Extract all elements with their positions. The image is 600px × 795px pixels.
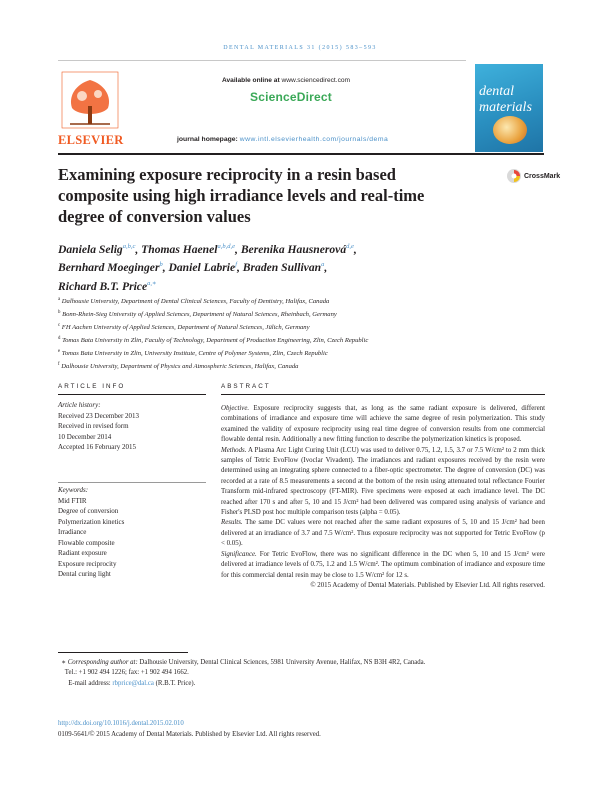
affiliation-key: c [58, 323, 61, 329]
author-name: Daniela Selig [58, 242, 123, 256]
email-label: E-mail address: [68, 679, 113, 687]
article-history [58, 400, 206, 453]
header-top-rule [58, 60, 466, 61]
corresponding-line [58, 658, 548, 668]
keyword-item: Dental curing light [58, 570, 111, 578]
article-title: Examining exposure reciprocity in a resin based composite using high irradiance levels and real-time degree of conversion values [58, 165, 425, 226]
keyword-item: Irradiance [58, 528, 87, 536]
sciencedirect-url[interactable]: www.sciencedirect.com [281, 77, 351, 84]
abstract-rule [221, 394, 545, 395]
author-affiliation-marker[interactable]: a,∗ [147, 279, 157, 287]
available-online-prefix: Available online at [222, 77, 280, 84]
author-name: Braden Sullivan [242, 261, 322, 275]
history-item: Accepted 16 February 2015 [58, 443, 136, 451]
affiliation-text: Bonn-Rhein-Sieg University of Applied Sciences, Department of Natural Sciences, Rheinbach, Germany [62, 311, 337, 319]
abstract-copyright: © 2015 Academy of Dental Materials. Published by Elsevier Ltd. All rights reserved. [310, 581, 545, 589]
email-link[interactable]: rbprice@dal.ca [112, 679, 154, 687]
objective-label: Objective. [221, 405, 250, 412]
abstract-body [221, 404, 545, 591]
affiliation-key: b [58, 310, 61, 316]
affiliation-key: e [58, 349, 61, 355]
header-bottom-rule [58, 153, 544, 155]
significance-label: Significance. [221, 550, 257, 558]
email-suffix: (R.B.T. Price). [153, 679, 196, 687]
affiliation-text: Tomas Bata University in Zlin, University Institute, Centre of Polymer Systems, Zlin, Czech Republic [61, 350, 328, 358]
available-online [222, 77, 350, 84]
results-label: Results. [221, 519, 243, 527]
email-line [58, 679, 548, 689]
journal-homepage [177, 136, 388, 143]
affiliation-key: d [58, 336, 61, 342]
affiliation-item [58, 308, 548, 321]
significance-text: For Tetric EvoFlow, there was no significant difference in the DC when 5, 10 and 15 J/cm² were delivered at irradiance levels of 0.75, 1.2 and 1.5 W/cm². The optimum combination of irradiance and exposure time for this commercial dental resin may be close to 1.5 W/cm² for 12 s. [221, 550, 545, 579]
keyword-item: Mid FTIR [58, 496, 87, 505]
sciencedirect-logo: ScienceDirect [250, 90, 332, 104]
crossmark-badge[interactable] [506, 168, 560, 184]
keyword-item: Exposure reciprocity [58, 559, 117, 568]
crossmark-icon [506, 168, 522, 184]
affiliation-text: Tomas Bata University in Zlin, Faculty of Technology, Department of Production Engineering, Zlin, Czech Republic [62, 337, 369, 345]
author-name: Thomas Haenel [141, 242, 218, 256]
corresponding-label: ∗ Corresponding author at: [61, 659, 138, 666]
affiliation-item [58, 347, 548, 360]
keyword-item: Polymerization kinetics [58, 517, 125, 526]
homepage-label: journal homepage: [177, 136, 238, 143]
methods-label: Methods. [221, 446, 247, 454]
history-item: Received in revised form [58, 422, 129, 430]
methods-text: A Plasma Arc Light Curing Unit (LCU) was used to deliver 0.75, 1.2, 1.5, 3.7 or 7.5 W/cm² to 2 mm thick samples of Tetric EvoFlow (Ivoclar Vivadent). The irradiances and radiant exposures received by the resin were determined using an integrating sphere connected to a fiber-optic spectrometer. The degree of conversion (DC) was recorded at a rate of 8.5 measurements a second at the bottom of the resin using attenuated total reflectance Fourier Transform mid-infrared spectroscopy (FT-MIR). Five specimens were exposed at each irradiance level. The DC reached after 170 s and after 5, 10 and 15 J/cm² had been delivered was compared using analysis of variance and Fisher's PLSD post hoc multiple comparison tests (alpha = 0.05). [221, 446, 545, 517]
author-list: Daniela Selig$^{a,b,c}$, Thomas Haenel$^{a,b,d,e}$, Berenika Hausnerová$^{d,e}$, Bernhard Moeginger$^b$, Daniel Labrie$^f$, Braden Sullivan$^a$, Richard B.T. Price$^{a,∗}$ [58, 242, 357, 293]
doi-link[interactable]: http://dx.doi.org/10.1016/j.dental.2015.02.010 [58, 720, 184, 727]
abstract-results [221, 518, 545, 549]
crossmark-label: CrossMark [524, 172, 561, 180]
author-affiliation-marker[interactable]: a,b,c [122, 243, 136, 250]
article-info-rule [58, 394, 206, 395]
author-name: Berenika Hausnerová [240, 242, 347, 256]
author-affiliation-marker[interactable]: f [235, 261, 237, 269]
abstract-objective [221, 404, 545, 446]
tel-fax: Tel.: +1 902 494 1226; fax: +1 902 494 1662. [64, 669, 189, 677]
author-name: Bernhard Moeginger [58, 261, 160, 275]
corresponding-author-footnote [58, 658, 548, 689]
tel-line [58, 668, 548, 678]
author-affiliation-marker[interactable]: b [159, 261, 163, 269]
affiliation-text: Dalhousie University, Department of Physics and Atmospheric Sciences, Halifax, Canada [61, 363, 299, 371]
author-name: Richard B.T. Price [58, 279, 148, 293]
cover-title: dental materials [479, 84, 532, 115]
author-affiliation-marker[interactable]: a [321, 261, 325, 269]
abstract-methods [221, 446, 545, 519]
journal-cover-image [475, 64, 543, 152]
abstract-heading: ABSTRACT [221, 383, 271, 390]
results-text: The same DC values were not reached after the same radiant exposures of 5, 10 and 15 J/cm² had been delivered at an irradiance of 3.7 and 7.5 W/cm². Thus exposure reciprocity was not supported for Tetric EvoFlow (p < 0.05). [221, 519, 545, 548]
keywords-list [58, 485, 206, 580]
affiliation-key: a [58, 297, 61, 302]
abstract-significance [221, 550, 545, 581]
footnote-rule [58, 652, 188, 653]
affiliation-list [58, 295, 548, 374]
homepage-url[interactable]: www.intl.elsevierhealth.com/journals/dema [239, 136, 389, 143]
affiliation-text: Dalhousie University, Department of Dental Clinical Sciences, Faculty of Dentistry, Halifax, Canada [61, 298, 330, 306]
affiliation-key: f [58, 362, 60, 368]
affiliation-text: FH Aachen University of Applied Sciences, Department of Natural Sciences, Jülich, Germany [61, 324, 310, 332]
journal-reference: DENTAL MATERIALS 31 (2015) 583–593 [223, 45, 377, 51]
history-item: Received 23 December 2013 [58, 411, 140, 420]
affiliation-item [58, 360, 548, 373]
keywords-rule [58, 482, 206, 483]
author-name: Daniel Labrie [168, 261, 236, 275]
keyword-item: Degree of conversion [58, 507, 119, 515]
article-info-heading: ARTICLE INFO [58, 383, 126, 390]
issn-copyright: 0109-5641/© 2015 Academy of Dental Materials. Published by Elsevier Ltd. All rights reserved. [58, 731, 321, 738]
corresponding-text: Dalhousie University, Dental Clinical Sciences, 5981 University Avenue, Halifax, NS B3H 4R2, Canada. [137, 659, 426, 666]
objective-text: Exposure reciprocity suggests that, as long as the same radiant exposure is delivered, different combinations of irradiance and exposure time will achieve the same degree of resin polymerization. This study examined the validity of exposure reciprocity using real time degree of conversion results from one commercial flowable dental resin. Additionally a new fitting function to describe the polymerization kinetics is proposed. [221, 405, 545, 444]
history-item: 10 December 2014 [58, 432, 112, 441]
author-affiliation-marker[interactable]: d,e [346, 243, 354, 250]
affiliation-item [58, 295, 548, 308]
keyword-item: Radiant exposure [58, 549, 107, 557]
publisher-logo-text: ELSEVIER [58, 133, 124, 147]
cover-illustration [493, 116, 527, 144]
keywords-label: Keywords: [58, 486, 89, 494]
affiliation-item [58, 334, 548, 347]
history-label: Article history: [58, 401, 101, 409]
affiliation-item [58, 321, 548, 334]
author-affiliation-marker[interactable]: a,b,d,e [217, 243, 236, 250]
keyword-item: Flowable composite [58, 538, 115, 547]
